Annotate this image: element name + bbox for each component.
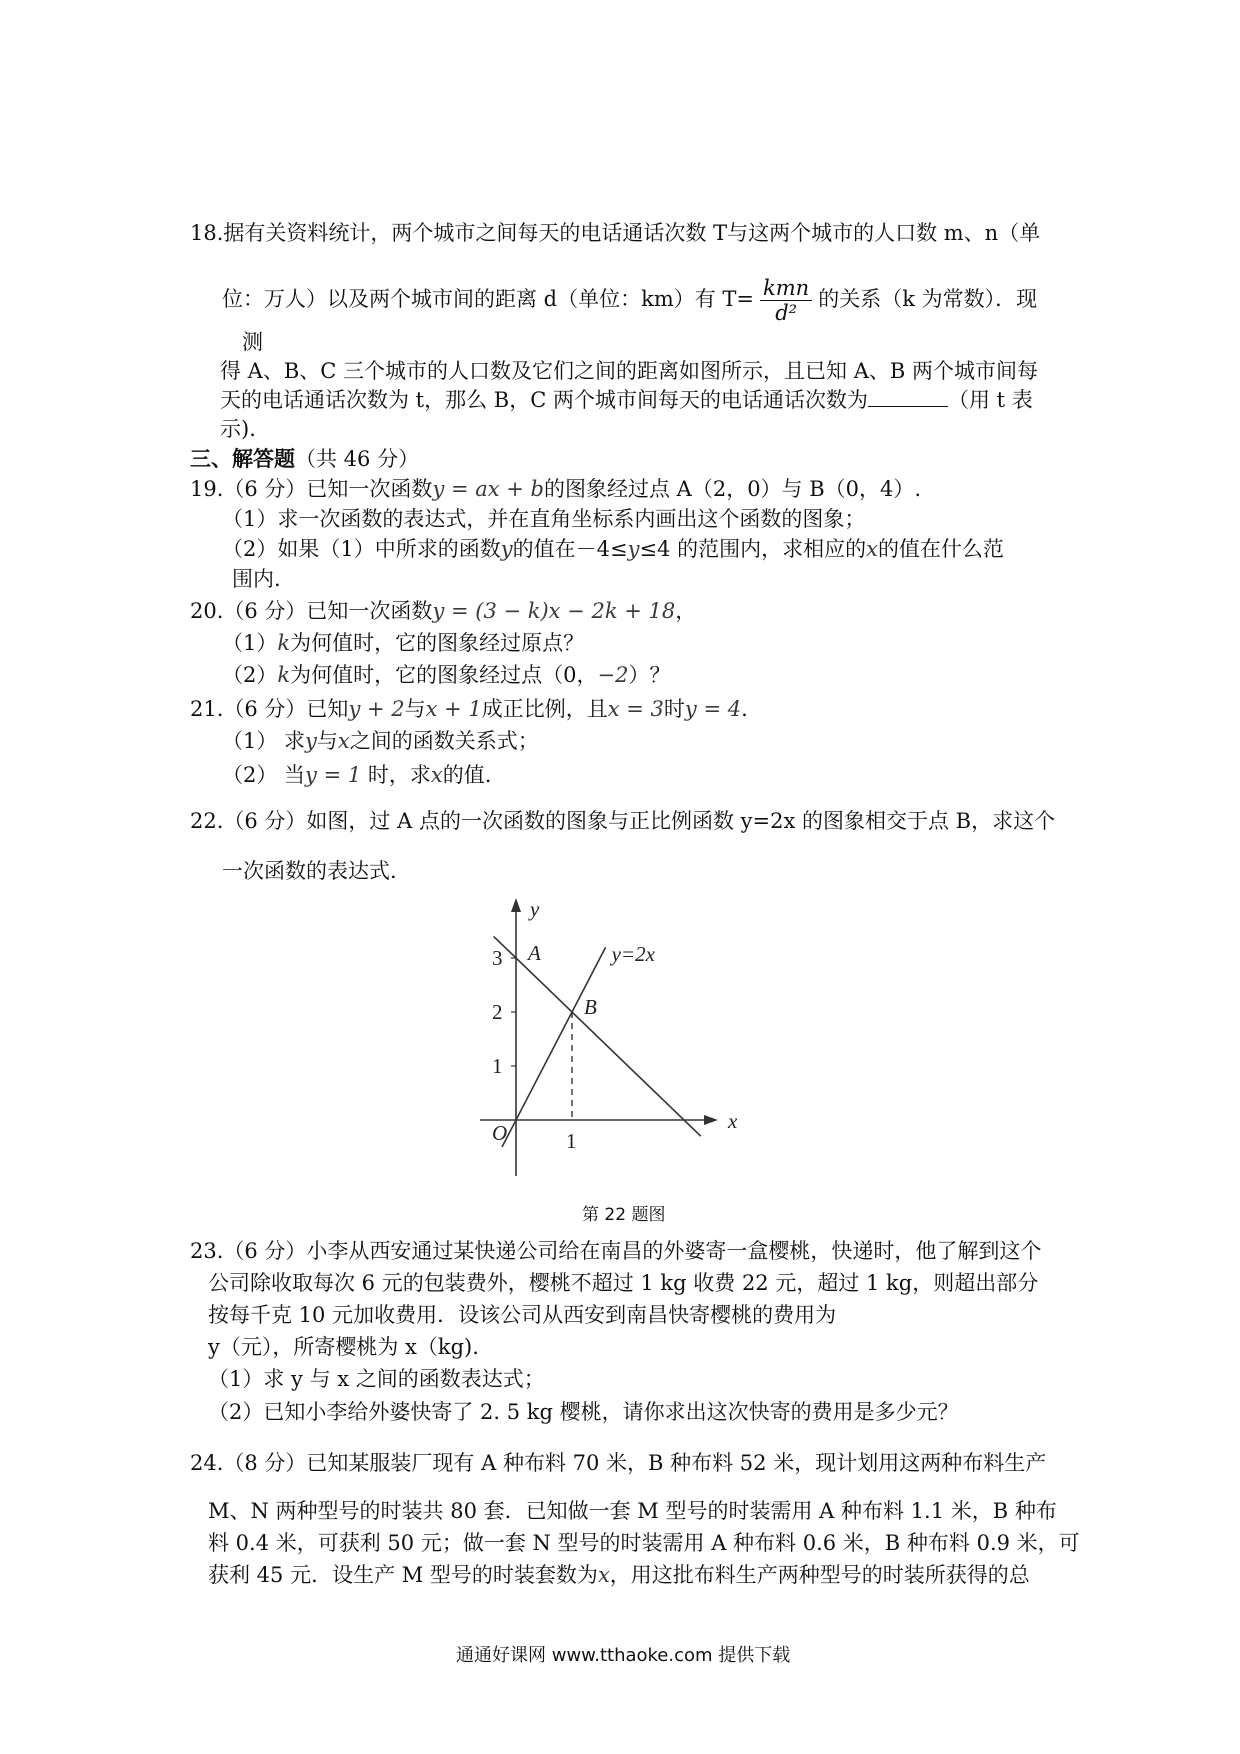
q21-math2: x + 1	[425, 697, 482, 721]
q19-line1-pre: 19.（6 分）已知一次函数	[190, 477, 433, 501]
q19-math: y = ax + b	[432, 477, 544, 501]
q22-graph	[460, 888, 780, 1188]
q21-part2-x: x	[430, 763, 443, 787]
q20-math-neg2: −2	[597, 663, 629, 687]
q21-part2-y: y = 1	[305, 763, 362, 787]
q19-math-y2: y	[627, 537, 640, 561]
q21-part1-x: x	[337, 729, 350, 753]
series-line-AB	[494, 936, 701, 1136]
q20-line1-pre: 20.（6 分）已知一次函数	[190, 599, 433, 623]
q23-part1: （1）求 y 与 x 之间的函数表达式；	[208, 1367, 545, 1391]
q23-part2: （2）已知小李给外婆快寄了 2. 5 kg 樱桃，请你求出这次快寄的费用是多少元？	[208, 1400, 959, 1424]
y-axis-arrow	[511, 898, 521, 912]
y-axis-label: y	[530, 897, 540, 921]
q20-part2-end: ）？	[628, 663, 671, 687]
answer-blank	[868, 388, 948, 407]
q18-line5-pre: 天的电话通话次数为 t，那么 B，C 两个城市间每天的电话通话次数为	[220, 388, 868, 412]
series-label-y2x: y=2x	[611, 942, 655, 967]
q20-part2	[222, 660, 670, 690]
q21-line1-mid2: 成正比例，且	[481, 697, 608, 721]
q20-part1-post: 为何值时，它的图象经过原点？	[290, 631, 585, 655]
q23-line1: 23.（6 分）小李从西安通过某快递公司给在南昌的外婆寄一盒樱桃，快递时，他了解到这个	[190, 1239, 1042, 1263]
q23-line3: 按每千克 10 元加收费用．设该公司从西安到南昌快寄樱桃的费用为	[208, 1303, 837, 1327]
section-score: （共 46 分）	[295, 447, 420, 471]
q24-math-x: x	[597, 1563, 610, 1587]
q21-part1-y: y	[305, 729, 317, 753]
x-axis-label: x	[728, 1109, 738, 1133]
q23-line4: y（元），所寄樱桃为 x（kg).	[208, 1335, 479, 1359]
q21-part1-mid: 与	[316, 729, 338, 753]
q19-line1-post: 的图象经过点 A（2，0）与 B（0，4）.	[544, 477, 922, 501]
q24-line4-pre: 获利 45 元．设生产 M 型号的时装套数为	[208, 1563, 598, 1587]
q19-math-x: x	[866, 537, 878, 561]
q20-line1	[190, 596, 696, 626]
q18-line5-post: （用 t 表	[947, 388, 1033, 412]
q19-part2-mid2: ≤4 的范围内，求相应的	[639, 537, 867, 561]
q20-part1-pre: （1）	[222, 631, 278, 655]
q24-line2: M、N 两种型号的时装共 80 套．已知做一套 M 型号的时装需用 A 种布料 1.1 米，B 种布	[208, 1499, 1057, 1523]
q19-part2-mid: 的值在－4≤	[512, 537, 628, 561]
q21-line1-mid: 与	[404, 697, 426, 721]
q18-line2-post: 的关系（k 为常数）．现	[818, 287, 1038, 311]
q21-part2-pre: （2） 当	[222, 763, 306, 787]
figure-caption: 第 22 题图	[582, 1205, 666, 1225]
q18-line4: 得 A、B、C 三个城市的人口数及它们之间的距离如图所示，且已知 A、B 两个城市间每	[220, 359, 1038, 383]
q18-line2	[222, 276, 1037, 325]
q21-line1	[190, 694, 748, 724]
q20-math-k1: k	[277, 631, 291, 655]
q19-part2-cont: 围内.	[232, 567, 281, 591]
q19-math-y1: y	[500, 537, 513, 561]
y-tick-label: 1	[492, 1054, 503, 1078]
q21-part1-post: 之间的函数关系式；	[349, 729, 539, 753]
q19-part1: （1）求一次函数的表达式，并在直角坐标系内画出这个函数的图象；	[222, 507, 866, 531]
x-axis-arrow	[704, 1115, 718, 1125]
q21-math1: y + 2	[348, 697, 405, 721]
y-tick-label: 2	[492, 1000, 503, 1024]
q20-part1	[222, 628, 584, 658]
q22-line2: 一次函数的表达式.	[222, 859, 397, 883]
q18-line3: 测	[242, 330, 263, 354]
fraction-denominator: d²	[775, 301, 798, 325]
section-title: 三、解答题	[190, 447, 295, 471]
point-label-A: A	[528, 941, 541, 965]
q20-line1-post: ，	[675, 599, 697, 623]
q20-part2-pre: （2）	[222, 663, 278, 687]
q19-part2-post: 的值在什么范	[877, 537, 1004, 561]
q19-line1	[190, 474, 921, 504]
q21-line1-mid3: 时	[663, 697, 685, 721]
q18-line6: 示)．	[220, 417, 271, 441]
q20-part2-post: 为何值时，它的图象经过点（0，	[290, 663, 598, 687]
q23-line2: 公司除收取每次 6 元的包装费外，樱桃不超过 1 kg 收费 22 元，超过 1 kg，则超出部分	[208, 1271, 1039, 1295]
point-label-B: B	[584, 995, 597, 1019]
q22-line1: 22.（6 分）如图，过 A 点的一次函数的图象与正比例函数 y=2x 的图象相交于点 B，求这个	[190, 809, 1056, 833]
q21-part1-pre: （1） 求	[222, 729, 306, 753]
section-heading	[190, 444, 419, 474]
q24-line4	[208, 1560, 1030, 1590]
page-footer: 通通好课网 www.tthaoke.com 提供下载	[456, 1645, 791, 1666]
q19-part2	[222, 534, 1004, 564]
q21-part2-post: 的值.	[442, 763, 492, 787]
q20-math: y = (3 − k)x − 2k + 18	[432, 599, 676, 623]
series-line-y2x	[502, 947, 606, 1147]
q18-line1: 18.据有关资料统计，两个城市之间每天的电话通话次数 T与这两个城市的人口数 m、n（单	[190, 221, 1041, 245]
q18-line2-pre: 位：万人）以及两个城市间的距离 d（单位：km）有 T=	[222, 287, 755, 311]
formula-fraction	[760, 276, 812, 325]
q21-line1-post: .	[741, 697, 748, 721]
q21-line1-pre: 21.（6 分）已知	[190, 697, 349, 721]
q20-math-k2: k	[277, 663, 291, 687]
q24-line1: 24.（8 分）已知某服装厂现有 A 种布料 70 米，B 种布料 52 米，现计划用这两种布料生产	[190, 1451, 1047, 1475]
q19-part2-pre: （2）如果（1）中所求的函数	[222, 537, 501, 561]
origin-label: O	[492, 1121, 508, 1145]
fraction-numerator: kmn	[760, 276, 812, 301]
x-tick-label: 1	[566, 1129, 577, 1153]
q21-math3: x = 3	[607, 697, 664, 721]
q21-part1	[222, 726, 539, 756]
q24-line3: 料 0.4 米，可获利 50 元；做一套 N 型号的时装需用 A 种布料 0.6 米，B 种布料 0.9 米，可	[208, 1531, 1080, 1555]
y-tick-label: 3	[492, 946, 503, 970]
q18-line5	[220, 385, 1033, 415]
q21-part2-mid: 时，求	[361, 763, 431, 787]
q24-line4-post: ，用这批布料生产两种型号的时装所获得的总	[609, 1563, 1030, 1587]
q21-math4: y = 4	[684, 697, 742, 721]
q21-part2	[222, 760, 491, 790]
